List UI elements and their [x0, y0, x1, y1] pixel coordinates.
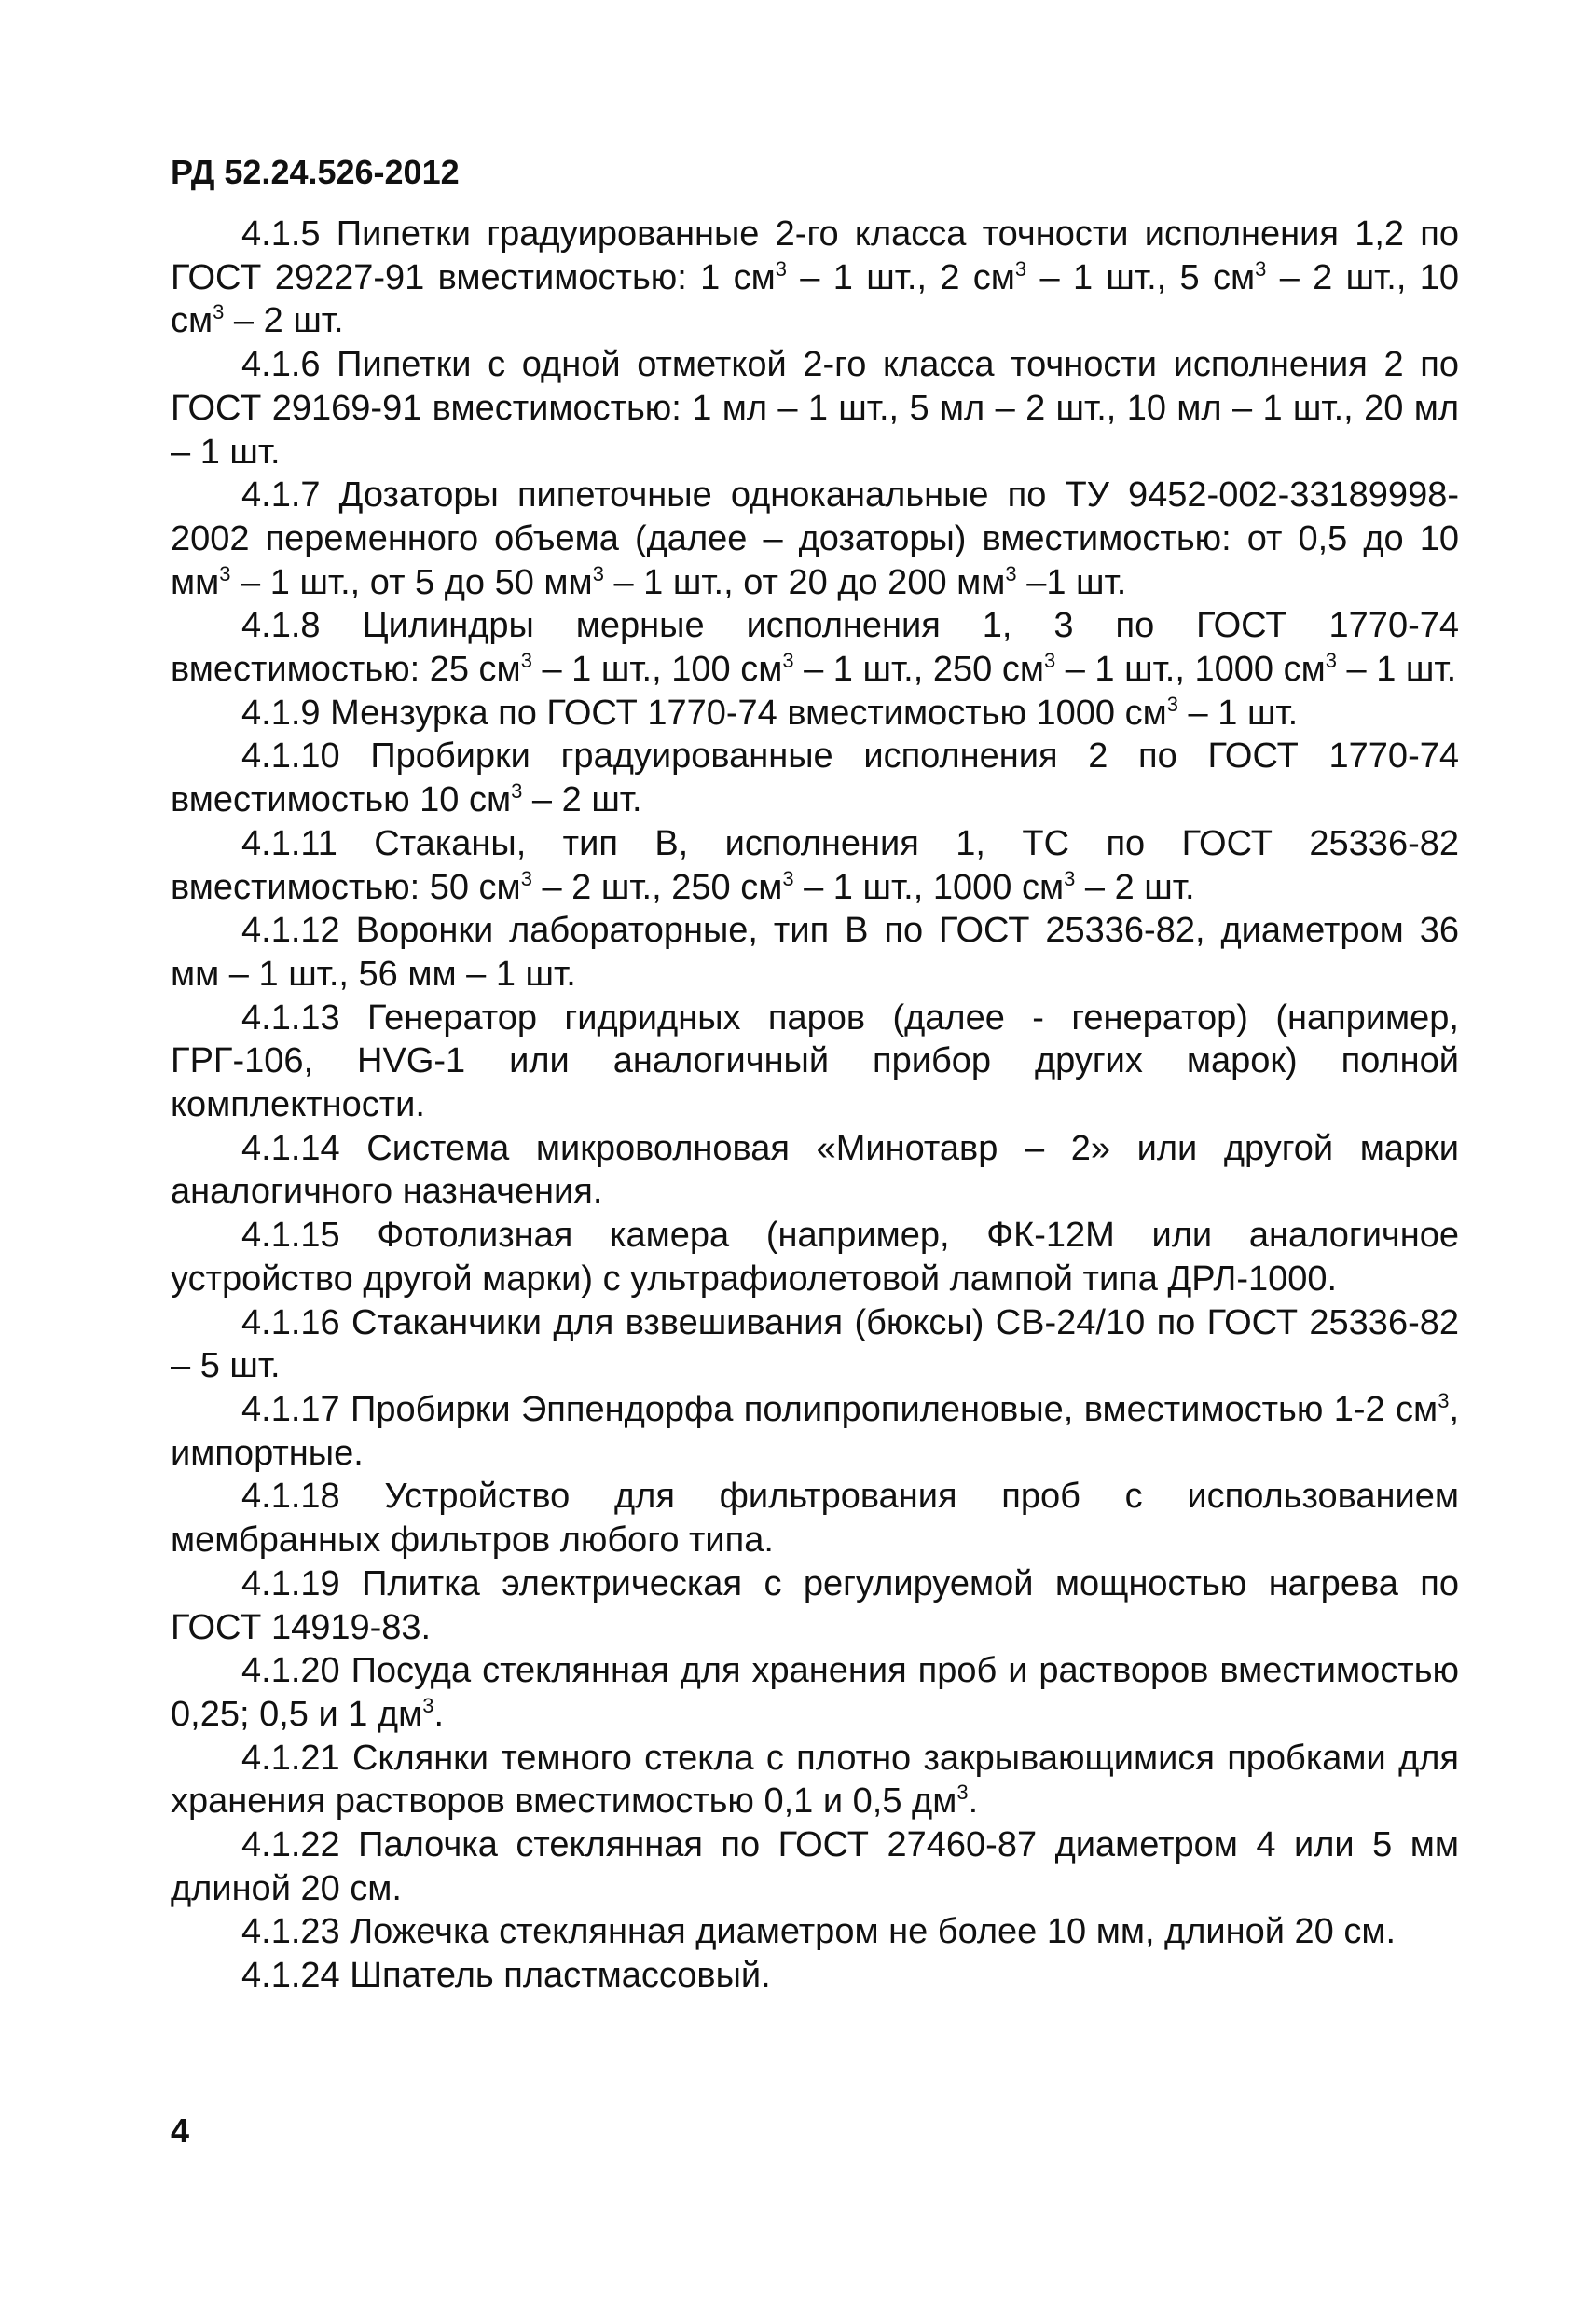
superscript: 3	[1325, 649, 1337, 673]
list-item-4-1-22	[171, 1823, 1459, 1910]
list-item-4-1-17	[171, 1388, 1459, 1475]
paragraph-text: – 1 шт.	[1336, 650, 1457, 690]
document-header: РД 52.24.526-2012	[171, 153, 460, 191]
superscript: 3	[520, 866, 532, 890]
list-item-4-1-8	[171, 604, 1459, 691]
paragraph-text: – 2 шт.	[522, 780, 642, 820]
paragraph-text: – 2 шт., 10 см	[171, 257, 1460, 341]
paragraph-text: 4.1.7 Дозаторы пипеточные одноканальные по ТУ 9452-002-33189998-2002 переменного объема (далее – дозаторы) вместимостью: от 0,5 до 10 мм	[171, 475, 1459, 602]
list-item-4-1-7	[171, 474, 1459, 604]
list-item-4-1-24	[171, 1954, 1459, 1998]
list-item-4-1-9	[171, 692, 1459, 736]
superscript: 3	[956, 1781, 969, 1805]
list-item-4-1-16	[171, 1301, 1459, 1388]
list-item-4-1-6	[171, 343, 1459, 474]
paragraph-text: – 1 шт., 5 см	[1026, 257, 1256, 297]
paragraph-text: 4.1.18 Устройство для фильтрования проб с использованием мембранных фильтров любого типа.	[171, 1477, 1459, 1561]
paragraph-text: 4.1.9 Мензурка по ГОСТ 1770-74 вместимостью 1000 см	[241, 693, 1167, 733]
list-item-4-1-19	[171, 1562, 1459, 1649]
list-item-4-1-5	[171, 213, 1459, 343]
superscript: 3	[213, 300, 225, 324]
list-item-4-1-20	[171, 1649, 1459, 1736]
document-body	[171, 213, 1459, 1998]
paragraph-text: – 2 шт.	[1075, 867, 1195, 907]
paragraph-text: 4.1.20 Посуда стеклянная для хранения проб и растворов вместимостью 0,25; 0,5 и 1 дм	[171, 1651, 1459, 1734]
superscript: 3	[520, 649, 532, 673]
superscript: 3	[511, 779, 523, 804]
paragraph-text: 4.1.11 Стаканы, тип В, исполнения 1, ТС по ГОСТ 25336-82 вместимостью: 50 см	[171, 823, 1459, 907]
superscript: 3	[1043, 649, 1056, 673]
paragraph-text: 4.1.10 Пробирки градуированные исполнения 2 по ГОСТ 1770-74 вместимостью 10 см	[171, 736, 1459, 820]
paragraph-text: 4.1.24 Шпатель пластмассовый.	[241, 1956, 771, 1996]
paragraph-text: – 1 шт., 100 см	[531, 650, 783, 690]
paragraph-text: 4.1.16 Стаканчики для взвешивания (бюксы) СВ-24/10 по ГОСТ 25336-82 – 5 шт.	[171, 1302, 1459, 1386]
paragraph-text: – 2 шт.	[224, 301, 344, 341]
paragraph-text: 4.1.19 Плитка электрическая с регулируемой мощностью нагрева по ГОСТ 14919-83.	[171, 1563, 1459, 1647]
paragraph-text: –1 шт.	[1016, 562, 1127, 602]
superscript: 3	[782, 649, 794, 673]
superscript: 3	[1005, 561, 1017, 585]
paragraph-text: – 1 шт., от 5 до 50 мм	[230, 562, 593, 602]
superscript: 3	[1166, 692, 1178, 716]
superscript: 3	[1438, 1388, 1450, 1412]
superscript: 3	[219, 561, 231, 585]
superscript: 3	[1255, 256, 1267, 281]
paragraph-text: – 2 шт., 250 см	[531, 867, 783, 907]
superscript: 3	[782, 866, 794, 890]
paragraph-text: .	[433, 1694, 445, 1734]
list-item-4-1-23	[171, 1910, 1459, 1954]
paragraph-text: 4.1.21 Склянки темного стекла с плотно закрывающимися пробками для хранения растворов вместимостью 0,1 и 0,5 дм	[171, 1738, 1459, 1822]
paragraph-text: – 1 шт.	[1178, 693, 1299, 733]
paragraph-text: – 1 шт., от 20 до 200 мм	[603, 562, 1006, 602]
paragraph-text: 4.1.12 Воронки лабораторные, тип В по ГОСТ 25336-82, диаметром 36 мм – 1 шт., 56 мм – 1 шт.	[171, 911, 1459, 994]
paragraph-text: 4.1.6 Пипетки с одной отметкой 2-го класса точности исполнения 2 по ГОСТ 29169-91 вместимостью: 1 мл – 1 шт., 5 мл – 2 шт., 10 мл – 1 шт., 20 мл – 1 шт.	[171, 345, 1459, 472]
paragraph-text: 4.1.23 Ложечка стеклянная диаметром не более 10 мм, длиной 20 см.	[241, 1912, 1396, 1952]
paragraph-text: – 1 шт., 250 см	[793, 650, 1044, 690]
paragraph-text: 4.1.13 Генератор гидридных паров (далее - генератор) (например, ГРГ-106, HVG-1 или аналогичный прибор других марок) полной комплектности.	[171, 997, 1459, 1125]
list-item-4-1-18	[171, 1475, 1459, 1561]
list-item-4-1-12	[171, 909, 1459, 996]
paragraph-text: – 1 шт., 1000 см	[1055, 650, 1326, 690]
paragraph-text: 4.1.22 Палочка стеклянная по ГОСТ 27460-87 диаметром 4 или 5 мм длиной 20 см.	[171, 1825, 1459, 1908]
paragraph-text: 4.1.8 Цилиндры мерные исполнения 1, 3 по ГОСТ 1770-74 вместимостью: 25 см	[171, 606, 1459, 690]
superscript: 3	[422, 1693, 434, 1717]
paragraph-text: , импортные.	[171, 1389, 1459, 1473]
paragraph-text: 4.1.17 Пробирки Эппендорфа полипропиленовые, вместимостью 1-2 см	[241, 1389, 1438, 1429]
paragraph-text: 4.1.15 Фотолизная камера (например, ФК-12М или аналогичное устройство другой марки) с ультрафиолетовой лампой типа ДРЛ-1000.	[171, 1216, 1459, 1299]
list-item-4-1-10	[171, 735, 1459, 821]
superscript: 3	[1014, 256, 1027, 281]
superscript: 3	[1064, 866, 1076, 890]
paragraph-text: .	[968, 1781, 979, 1822]
paragraph-text: – 1 шт., 1000 см	[793, 867, 1065, 907]
page-number: 4	[171, 2112, 190, 2150]
list-item-4-1-14	[171, 1127, 1459, 1214]
paragraph-text: – 1 шт., 2 см	[786, 257, 1015, 297]
list-item-4-1-11	[171, 822, 1459, 909]
superscript: 3	[592, 561, 604, 585]
list-item-4-1-15	[171, 1214, 1459, 1300]
list-item-4-1-21	[171, 1737, 1459, 1823]
paragraph-text: 4.1.14 Система микроволновая «Минотавр – 2» или другой марки аналогичного назначения.	[171, 1128, 1459, 1212]
superscript: 3	[775, 256, 787, 281]
list-item-4-1-13	[171, 997, 1459, 1127]
paragraph-text: 4.1.5 Пипетки градуированные 2-го класса точности исполнения 1,2 по ГОСТ 29227-91 вместимостью: 1 см	[171, 214, 1459, 297]
